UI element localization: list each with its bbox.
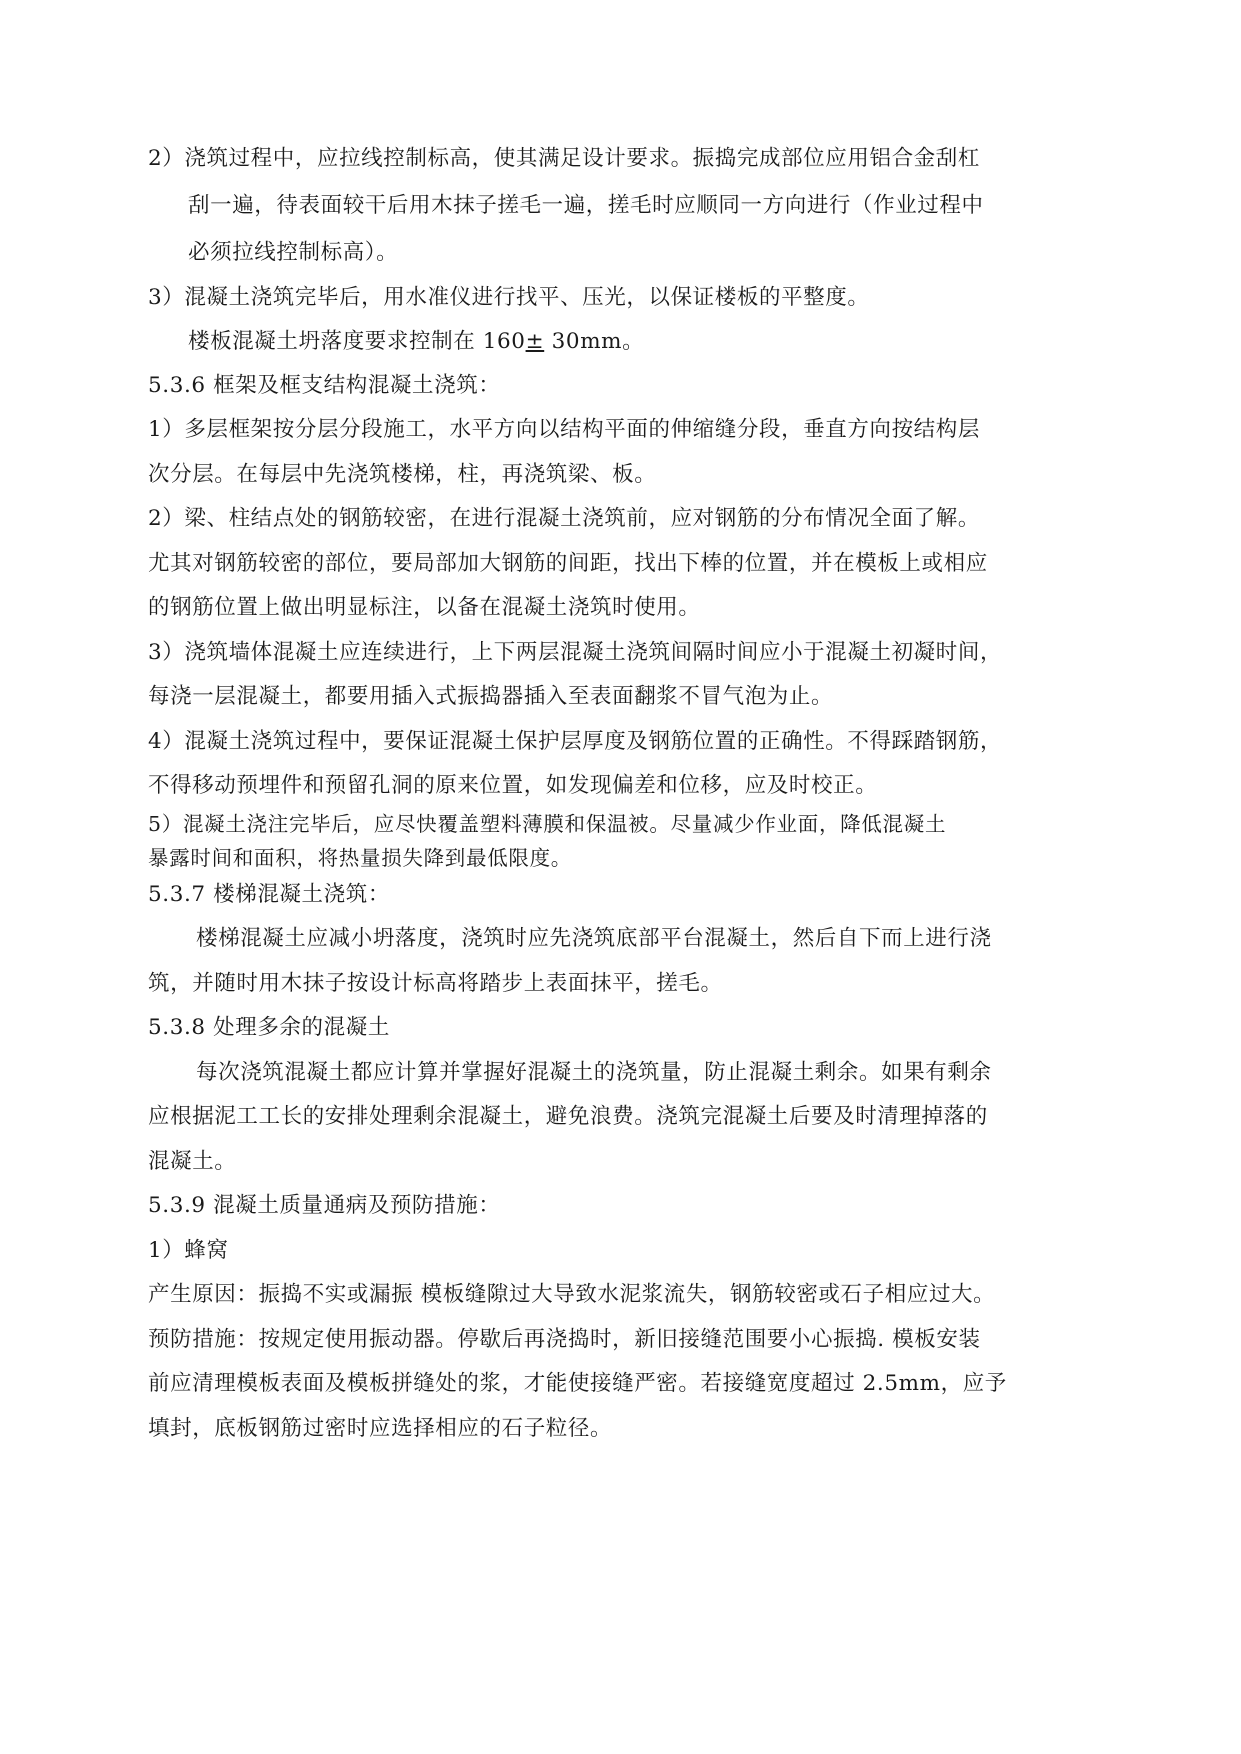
text-line: 必须拉线控制标高）。 <box>188 240 399 265</box>
slump-requirement <box>188 328 644 356</box>
text-line: 混凝土。 <box>148 1149 237 1174</box>
text-line: 应根据泥工工长的安排处理剩余混凝土，避免浪费。浇筑完混凝土后要及时清理掉落的 <box>148 1104 988 1129</box>
text-line: 每浇一层混凝土，都要用插入式振捣器插入至表面翻浆不冒气泡为止。 <box>148 684 834 709</box>
text-line: 尤其对钢筋较密的部位，要局部加大钢筋的间距，找出下棒的位置，并在模板上或相应 <box>148 551 988 576</box>
text-line: 产生原因：振捣不实或漏振 模板缝隙过大导致水泥浆流失，钢筋较密或石子相应过大。 <box>148 1282 996 1307</box>
text-line: 2）浇筑过程中，应拉线控制标高，使其满足设计要求。振捣完成部位应用铝合金刮杠 <box>148 146 980 171</box>
text-line: 3）浇筑墙体混凝土应连续进行，上下两层混凝土浇筑间隔时间应小于混凝土初凝时间， <box>148 640 1003 665</box>
slump-text: 楼板混凝土坍落度要求控制在 160 <box>188 329 526 354</box>
text-line: 筑，并随时用木抹子按设计标高将踏步上表面抹平，搓毛。 <box>148 971 723 996</box>
text-line: 每次浇筑混凝土都应计算并掌握好混凝土的浇筑量，防止混凝土剩余。如果有剩余 <box>196 1060 992 1085</box>
text-line: 1）多层框架按分层分段施工，水平方向以结构平面的伸缩缝分段，垂直方向按结构层 <box>148 417 980 442</box>
text-line: 3）混凝土浇筑完毕后，用水准仪进行找平、压光，以保证楼板的平整度。 <box>148 285 870 310</box>
section-heading: 5.3.9 混凝土质量通病及预防措施： <box>148 1193 501 1218</box>
text-line: 暴露时间和面积，将热量损失降到最低限度。 <box>148 846 572 870</box>
plus-minus-sign: ± <box>525 329 545 354</box>
text-line: 4）混凝土浇筑过程中，要保证混凝土保护层厚度及钢筋位置的正确性。不得踩踏钢筋， <box>148 729 1003 754</box>
text-line: 填封，底板钢筋过密时应选择相应的石子粒径。 <box>148 1416 613 1441</box>
text-line: 的钢筋位置上做出明显标注，以备在混凝土浇筑时使用。 <box>148 595 701 620</box>
section-heading: 5.3.7 楼梯混凝土浇筑： <box>148 882 390 907</box>
text-line: 5）混凝土浇注完毕后，应尽快覆盖塑料薄膜和保温被。尽量减少作业面，降低混凝土 <box>148 812 947 836</box>
section-heading: 5.3.8 处理多余的混凝土 <box>148 1015 390 1040</box>
text-line: 前应清理模板表面及模板拼缝处的浆，才能使接缝严密。若接缝宽度超过 2.5mm，应予 <box>148 1371 1007 1396</box>
text-line: 刮一遍，待表面较干后用木抹子搓毛一遍，搓毛时应顺同一方向进行（作业过程中 <box>188 193 984 218</box>
text-line: 2）梁、柱结点处的钢筋较密，在进行混凝土浇筑前，应对钢筋的分布情况全面了解。 <box>148 506 980 531</box>
text-line: 预防措施：按规定使用振动器。停歇后再浇捣时，新旧接缝范围要小心振捣. 模板安装 <box>148 1327 981 1352</box>
text-line: 次分层。在每层中先浇筑楼梯，柱，再浇筑梁、板。 <box>148 462 657 487</box>
text-line: 不得移动预埋件和预留孔洞的原来位置，如发现偏差和位移，应及时校正。 <box>148 773 878 798</box>
text-line: 1）蜂窝 <box>148 1238 229 1263</box>
text-line: 楼梯混凝土应减小坍落度，浇筑时应先浇筑底部平台混凝土，然后自下而上进行浇 <box>196 926 992 951</box>
slump-tail: 30mm。 <box>544 329 645 354</box>
section-heading: 5.3.6 框架及框支结构混凝土浇筑： <box>148 373 501 398</box>
